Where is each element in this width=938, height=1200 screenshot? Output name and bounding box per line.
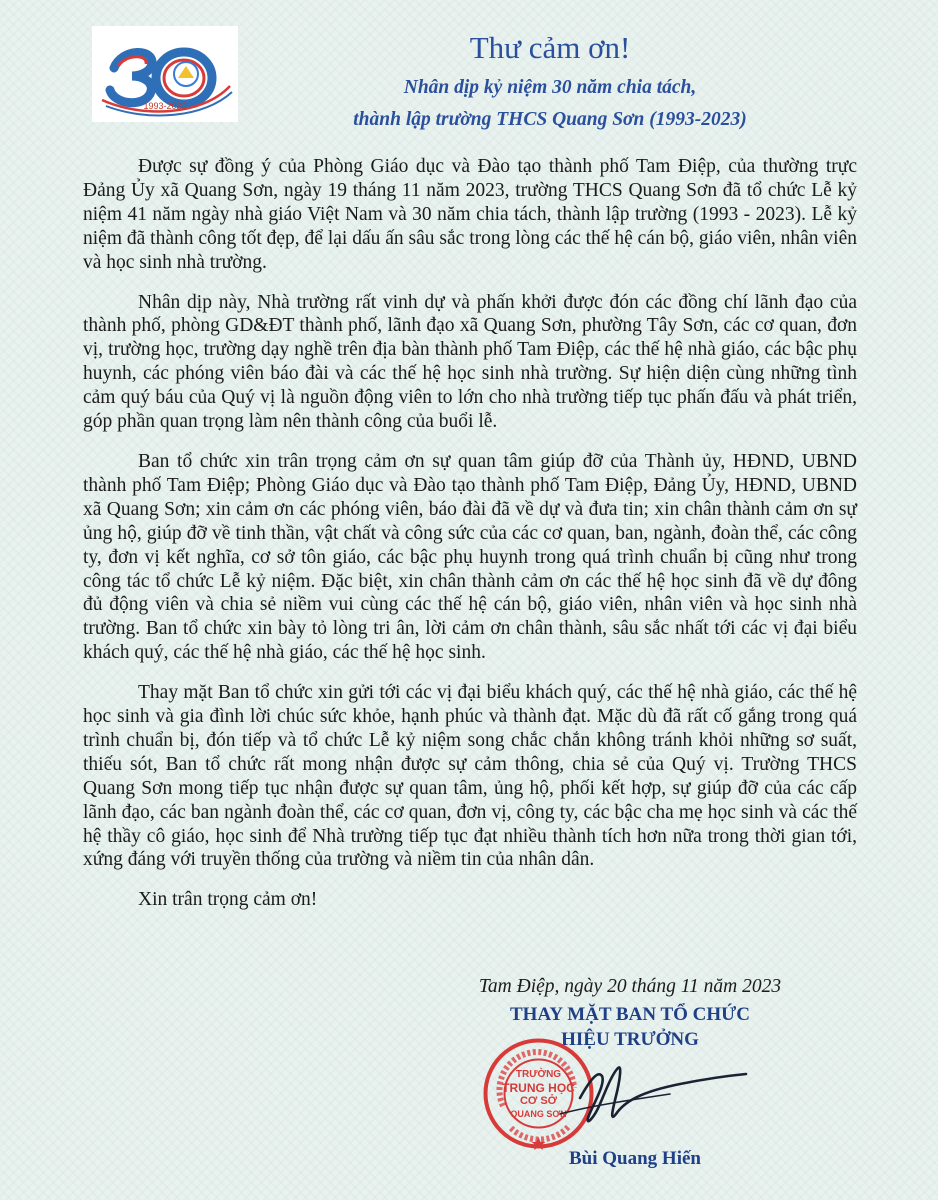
seal-line-4: QUANG SƠN bbox=[510, 1109, 567, 1119]
handwritten-signature bbox=[520, 1040, 750, 1150]
anniversary-logo bbox=[92, 26, 238, 122]
seal-line-1: TRƯỜNG bbox=[515, 1069, 562, 1080]
paragraph-3: Ban tổ chức xin trân trọng cảm ơn sự quan tâm giúp đỡ của Thành ủy, HĐND, UBND thành phố Tam Điệp; Phòng Giáo dục và Đào tạo thành phố Tam Điệp, Đảng Ủy, HĐND, UBND xã Quang Sơn; xin cảm ơn các phóng viên, báo đài đã về dự và đưa tin; xin chân thành cảm ơn sự ủng hộ, giúp đỡ về tinh thần, vật chất và công sức của các cơ quan, ban, ngành, đoàn thể, các công ty, đơn vị kết nghĩa, cơ sở tôn giáo, các bậc phụ huynh trong quá trình chuẩn bị cũng như trong công tác tổ chức Lễ kỷ niệm. Đặc biệt, xin chân thành cảm ơn các thế hệ học sinh đã về dự đông đủ động viên và chia sẻ niềm vui cùng các thế hệ cán bộ, giáo viên, nhân viên và học sinh nhà trường. Ban tổ chức xin bày tỏ lòng tri ân, lời cảm ơn chân thành, sâu sắc nhất tới các vị đại biểu khách quý, các thế hệ nhà giáo, các thế hệ học sinh. bbox=[83, 450, 857, 664]
seal-line-2: TRUNG HỌC bbox=[502, 1081, 575, 1095]
letter-date: Tam Điệp, ngày 20 tháng 11 năm 2023 bbox=[478, 976, 782, 997]
subtitle-line-2: thành lập trường THCS Quang Sơn (1993-2023) bbox=[353, 109, 747, 130]
letter-subtitle bbox=[250, 72, 850, 136]
org-line-1: THAY MẶT BAN TỔ CHỨC bbox=[510, 1004, 750, 1025]
signature-icon bbox=[520, 1040, 750, 1150]
logo-years: 1993-2023 bbox=[143, 101, 187, 111]
closing-line: Xin trân trọng cảm ơn! bbox=[138, 889, 318, 911]
paragraph-4: Thay mặt Ban tổ chức xin gửi tới các vị đại biểu khách quý, các thế hệ nhà giáo, các thế hệ học sinh và gia đình lời chúc sức khỏe, hạnh phúc và thành đạt. Mặc dù đã rất cố gắng trong quá trình chuẩn bị, đón tiếp và tổ chức Lễ kỷ niệm song chắc chắn không tránh khỏi những sơ suất, thiếu sót, Ban tổ chức rất mong nhận được sự cảm thông, chia sẻ của Quý vị. Trường THCS Quang Sơn mong tiếp tục nhận được sự quan tâm, ủng hộ, phối kết hợp, sự giúp đỡ của các cấp lãnh đạo, các ban ngành đoàn thể, các cơ quan, đơn vị, công ty, các bậc cha mẹ học sinh và các thế hệ thầy cô giáo, học sinh để Nhà trường tiếp tục đạt nhiều thành tích hơn nữa trong thời gian tới, xứng đáng với truyền thống của trường và niềm tin của nhân dân. bbox=[83, 682, 857, 871]
paragraph-1: Được sự đồng ý của Phòng Giáo dục và Đào tạo thành phố Tam Điệp, của thường trực Đảng Ủy xã Quang Sơn, ngày 19 tháng 11 năm 2023, trường THCS Quang Sơn đã tổ chức Lễ kỷ niệm 41 năm ngày nhà giáo Việt Nam và 30 năm chia tách, thành lập trường (1993 - 2023). Lễ kỷ niệm đã thành công tốt đẹp, để lại dấu ấn sâu sắc trong lòng các thế hệ cán bộ, giáo viên, nhân viên và học sinh nhà trường. bbox=[83, 156, 857, 273]
subtitle-line-1: Nhân dịp kỷ niệm 30 năm chia tách, bbox=[403, 77, 697, 98]
letter-body bbox=[83, 155, 857, 928]
paragraph-2: Nhân dịp này, Nhà trường rất vinh dự và phấn khởi được đón các đồng chí lãnh đạo của thành phố, phòng GD&ĐT thành phố, lãnh đạo xã Quang Sơn, phường Tây Sơn, các cơ quan, đơn vị, trường học, trường dạy nghề trên địa bàn thành phố Tam Điệp, các thế hệ nhà giáo, các bậc phụ huynh, các phóng viên báo đài và các thế hệ học sinh nhà trường. Sự hiện diện cùng những tình cảm quý báu của Quý vị là nguồn động viên to lớn cho nhà trường tiếp tục phấn đấu và phát triển, góp phần quan trọng làm nên thành công của buổi lễ. bbox=[83, 291, 857, 433]
org-line-2: HIỆU TRƯỞNG bbox=[561, 1029, 699, 1050]
letter-title: Thư cảm ơn! bbox=[469, 30, 631, 65]
seal-line-3: CƠ SỞ bbox=[519, 1095, 558, 1107]
signer-name: Bùi Quang Hiến bbox=[569, 1148, 701, 1169]
